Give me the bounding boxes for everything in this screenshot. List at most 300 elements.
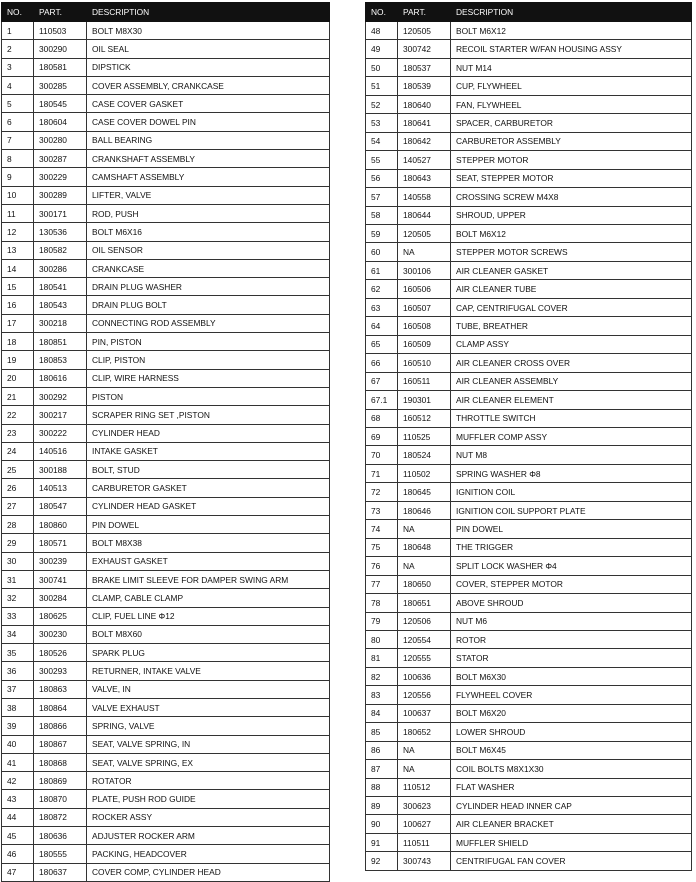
table-row xyxy=(366,95,692,113)
cell-part: NA xyxy=(398,243,451,261)
cell-no: 84 xyxy=(366,704,398,722)
cell-description: SEAT, VALVE SPRING, EX xyxy=(87,753,330,771)
cell-part: NA xyxy=(398,741,451,759)
cell-no: 18 xyxy=(2,333,34,351)
table-row xyxy=(366,520,692,538)
cell-description: BOLT, STUD xyxy=(87,461,330,479)
table-row xyxy=(366,77,692,95)
table-row xyxy=(2,186,330,204)
table-row xyxy=(2,259,330,277)
cell-part: 160507 xyxy=(398,298,451,316)
table-row xyxy=(366,667,692,685)
cell-description: AIR CLEANER TUBE xyxy=(451,280,692,298)
cell-part: 140558 xyxy=(398,188,451,206)
cell-no: 87 xyxy=(366,760,398,778)
cell-no: 14 xyxy=(2,259,34,277)
cell-no: 45 xyxy=(2,827,34,845)
cell-part: 300222 xyxy=(34,424,87,442)
cell-part: 110511 xyxy=(398,833,451,851)
cell-part: 180571 xyxy=(34,534,87,552)
cell-no: 7 xyxy=(2,131,34,149)
cell-description: MUFFLER SHIELD xyxy=(451,833,692,851)
cell-no: 25 xyxy=(2,461,34,479)
cell-no: 86 xyxy=(366,741,398,759)
cell-part: 300217 xyxy=(34,406,87,424)
cell-no: 16 xyxy=(2,296,34,314)
cell-no: 91 xyxy=(366,833,398,851)
cell-part: NA xyxy=(398,520,451,538)
table-row xyxy=(366,22,692,40)
cell-description: ROCKER ASSY xyxy=(87,808,330,826)
cell-no: 77 xyxy=(366,575,398,593)
cell-description: ABOVE SHROUD xyxy=(451,594,692,612)
cell-part: 180864 xyxy=(34,698,87,716)
cell-no: 64 xyxy=(366,317,398,335)
cell-no: 63 xyxy=(366,298,398,316)
parts-table-right xyxy=(365,2,692,871)
cell-part: 180646 xyxy=(398,501,451,519)
cell-no: 54 xyxy=(366,132,398,150)
cell-no: 5 xyxy=(2,95,34,113)
table-row xyxy=(2,552,330,570)
table-row xyxy=(366,852,692,870)
table-row xyxy=(366,261,692,279)
parts-table-left xyxy=(1,2,330,882)
table-row xyxy=(366,391,692,409)
cell-no: 41 xyxy=(2,753,34,771)
table-row xyxy=(2,607,330,625)
cell-part: 180872 xyxy=(34,808,87,826)
cell-no: 85 xyxy=(366,723,398,741)
table-row xyxy=(2,204,330,222)
cell-no: 60 xyxy=(366,243,398,261)
cell-part: 100627 xyxy=(398,815,451,833)
cell-description: ROTOR xyxy=(451,630,692,648)
cell-description: DRAIN PLUG WASHER xyxy=(87,278,330,296)
cell-no: 13 xyxy=(2,241,34,259)
table-row xyxy=(366,298,692,316)
cell-no: 38 xyxy=(2,698,34,716)
table-row xyxy=(2,333,330,351)
cell-no: 89 xyxy=(366,797,398,815)
cell-part: 180643 xyxy=(398,169,451,187)
cell-description: STEPPER MOTOR SCREWS xyxy=(451,243,692,261)
table-row xyxy=(2,442,330,460)
cell-description: DIPSTICK xyxy=(87,58,330,76)
cell-no: 79 xyxy=(366,612,398,630)
cell-description: CASE COVER GASKET xyxy=(87,95,330,113)
cell-no: 81 xyxy=(366,649,398,667)
cell-part: 140513 xyxy=(34,479,87,497)
header-part: PART. xyxy=(34,3,87,22)
cell-description: COVER COMP, CYLINDER HEAD xyxy=(87,863,330,881)
table-row xyxy=(2,314,330,332)
cell-description: FAN, FLYWHEEL xyxy=(451,95,692,113)
cell-description: CLIP, FUEL LINE Φ12 xyxy=(87,607,330,625)
table-row xyxy=(2,278,330,296)
cell-part: 300290 xyxy=(34,40,87,58)
table-header-row xyxy=(366,3,692,22)
cell-description: CROSSING SCREW M4X8 xyxy=(451,188,692,206)
cell-no: 8 xyxy=(2,150,34,168)
cell-part: 180641 xyxy=(398,114,451,132)
cell-part: 160512 xyxy=(398,409,451,427)
cell-part: 180625 xyxy=(34,607,87,625)
cell-no: 17 xyxy=(2,314,34,332)
cell-no: 72 xyxy=(366,483,398,501)
table-row xyxy=(2,424,330,442)
cell-no: 42 xyxy=(2,772,34,790)
cell-no: 35 xyxy=(2,644,34,662)
cell-description: OIL SEAL xyxy=(87,40,330,58)
header-no: NO. xyxy=(366,3,398,22)
cell-no: 3 xyxy=(2,58,34,76)
cell-part: NA xyxy=(398,760,451,778)
cell-description: SPACER, CARBURETOR xyxy=(451,114,692,132)
cell-part: 110503 xyxy=(34,22,87,40)
cell-description: CYLINDER HEAD xyxy=(87,424,330,442)
cell-description: CARBURETOR GASKET xyxy=(87,479,330,497)
cell-no: 37 xyxy=(2,680,34,698)
table-row xyxy=(366,317,692,335)
cell-no: 82 xyxy=(366,667,398,685)
cell-no: 52 xyxy=(366,95,398,113)
cell-no: 65 xyxy=(366,335,398,353)
cell-part: 300229 xyxy=(34,168,87,186)
cell-no: 39 xyxy=(2,717,34,735)
cell-description: PIN, PISTON xyxy=(87,333,330,351)
cell-no: 43 xyxy=(2,790,34,808)
cell-no: 21 xyxy=(2,387,34,405)
table-row xyxy=(2,369,330,387)
table-row xyxy=(2,479,330,497)
table-row xyxy=(366,575,692,593)
cell-description: RECOIL STARTER W/FAN HOUSING ASSY xyxy=(451,40,692,58)
table-row xyxy=(2,735,330,753)
cell-part: 110525 xyxy=(398,427,451,445)
cell-description: CARBURETOR ASSEMBLY xyxy=(451,132,692,150)
table-row xyxy=(366,833,692,851)
cell-part: 180868 xyxy=(34,753,87,771)
table-row xyxy=(366,815,692,833)
cell-no: 23 xyxy=(2,424,34,442)
cell-description: OIL SENSOR xyxy=(87,241,330,259)
cell-description: PIN DOWEL xyxy=(451,520,692,538)
cell-description: AIR CLEANER BRACKET xyxy=(451,815,692,833)
cell-part: 160508 xyxy=(398,317,451,335)
cell-description: BRAKE LIMIT SLEEVE FOR DAMPER SWING ARM xyxy=(87,570,330,588)
table-row xyxy=(366,464,692,482)
cell-part: 300743 xyxy=(398,852,451,870)
cell-no: 32 xyxy=(2,589,34,607)
cell-no: 24 xyxy=(2,442,34,460)
cell-part: 120556 xyxy=(398,686,451,704)
cell-no: 47 xyxy=(2,863,34,881)
table-row xyxy=(366,723,692,741)
table-row xyxy=(2,845,330,863)
cell-part: 180526 xyxy=(34,644,87,662)
header-part: PART. xyxy=(398,3,451,22)
cell-no: 88 xyxy=(366,778,398,796)
cell-description: NUT M8 xyxy=(451,446,692,464)
cell-description: COIL BOLTS M8X1X30 xyxy=(451,760,692,778)
cell-description: CENTRIFUGAL FAN COVER xyxy=(451,852,692,870)
table-row xyxy=(366,778,692,796)
cell-description: PIN DOWEL xyxy=(87,516,330,534)
cell-no: 75 xyxy=(366,538,398,556)
cell-part: 110512 xyxy=(398,778,451,796)
cell-no: 1 xyxy=(2,22,34,40)
cell-no: 29 xyxy=(2,534,34,552)
cell-no: 74 xyxy=(366,520,398,538)
cell-description: BOLT M6X45 xyxy=(451,741,692,759)
cell-part: 300284 xyxy=(34,589,87,607)
cell-part: 140516 xyxy=(34,442,87,460)
cell-description: CLAMP, CABLE CLAMP xyxy=(87,589,330,607)
table-row xyxy=(2,680,330,698)
cell-part: 300293 xyxy=(34,662,87,680)
table-row xyxy=(2,22,330,40)
cell-part: 300287 xyxy=(34,150,87,168)
table-row xyxy=(366,132,692,150)
cell-description: MUFFLER COMP ASSY xyxy=(451,427,692,445)
table-row xyxy=(366,40,692,58)
table-row xyxy=(2,644,330,662)
cell-description: AIR CLEANER ELEMENT xyxy=(451,391,692,409)
cell-description: BOLT M6X12 xyxy=(451,224,692,242)
cell-no: 92 xyxy=(366,852,398,870)
cell-no: 66 xyxy=(366,354,398,372)
table-row xyxy=(366,169,692,187)
cell-description: BOLT M6X16 xyxy=(87,223,330,241)
cell-description: NUT M14 xyxy=(451,58,692,76)
table-row xyxy=(2,717,330,735)
cell-description: INTAKE GASKET xyxy=(87,442,330,460)
table-row xyxy=(2,95,330,113)
cell-no: 59 xyxy=(366,224,398,242)
table-row xyxy=(2,827,330,845)
cell-description: CLAMP ASSY xyxy=(451,335,692,353)
cell-description: AIR CLEANER ASSEMBLY xyxy=(451,372,692,390)
cell-no: 34 xyxy=(2,625,34,643)
table-row xyxy=(366,797,692,815)
cell-no: 61 xyxy=(366,261,398,279)
table-row xyxy=(366,206,692,224)
cell-description: CLIP, WIRE HARNESS xyxy=(87,369,330,387)
cell-description: CASE COVER DOWEL PIN xyxy=(87,113,330,131)
cell-description: SPARK PLUG xyxy=(87,644,330,662)
table-row xyxy=(366,354,692,372)
cell-description: ROD, PUSH xyxy=(87,204,330,222)
cell-no: 9 xyxy=(2,168,34,186)
cell-description: SHROUD, UPPER xyxy=(451,206,692,224)
cell-no: 49 xyxy=(366,40,398,58)
cell-no: 50 xyxy=(366,58,398,76)
cell-description: BOLT M8X60 xyxy=(87,625,330,643)
cell-description: BOLT M6X30 xyxy=(451,667,692,685)
cell-part: 180867 xyxy=(34,735,87,753)
cell-no: 73 xyxy=(366,501,398,519)
cell-part: 180539 xyxy=(398,77,451,95)
header-description: DESCRIPTION xyxy=(87,3,330,22)
cell-part: 180524 xyxy=(398,446,451,464)
table-row xyxy=(2,497,330,515)
table-row xyxy=(2,351,330,369)
table-row xyxy=(2,58,330,76)
cell-no: 12 xyxy=(2,223,34,241)
cell-part: 180640 xyxy=(398,95,451,113)
table-row xyxy=(2,790,330,808)
table-row xyxy=(2,223,330,241)
cell-no: 19 xyxy=(2,351,34,369)
cell-no: 53 xyxy=(366,114,398,132)
cell-description: BOLT M8X30 xyxy=(87,22,330,40)
cell-part: 180537 xyxy=(398,58,451,76)
cell-part: 300239 xyxy=(34,552,87,570)
cell-description: ROTATOR xyxy=(87,772,330,790)
cell-part: 300289 xyxy=(34,186,87,204)
cell-description: TUBE, BREATHER xyxy=(451,317,692,335)
table-row xyxy=(2,387,330,405)
cell-part: 160506 xyxy=(398,280,451,298)
cell-no: 57 xyxy=(366,188,398,206)
table-row xyxy=(2,296,330,314)
cell-no: 67.1 xyxy=(366,391,398,409)
cell-description: BOLT M6X12 xyxy=(451,22,692,40)
cell-part: 180869 xyxy=(34,772,87,790)
cell-description: CAMSHAFT ASSEMBLY xyxy=(87,168,330,186)
cell-part: 120555 xyxy=(398,649,451,667)
cell-part: 300285 xyxy=(34,76,87,94)
table-row xyxy=(2,570,330,588)
cell-description: CLIP, PISTON xyxy=(87,351,330,369)
cell-no: 80 xyxy=(366,630,398,648)
cell-no: 58 xyxy=(366,206,398,224)
cell-part: 180642 xyxy=(398,132,451,150)
cell-no: 2 xyxy=(2,40,34,58)
table-header-row xyxy=(2,3,330,22)
cell-no: 10 xyxy=(2,186,34,204)
cell-description: VALVE EXHAUST xyxy=(87,698,330,716)
cell-part: 180604 xyxy=(34,113,87,131)
cell-description: CRANKSHAFT ASSEMBLY xyxy=(87,150,330,168)
cell-part: 300741 xyxy=(34,570,87,588)
cell-no: 44 xyxy=(2,808,34,826)
cell-description: IGNITION COIL xyxy=(451,483,692,501)
cell-description: COVER, STEPPER MOTOR xyxy=(451,575,692,593)
cell-part: 180543 xyxy=(34,296,87,314)
table-row xyxy=(2,534,330,552)
table-row xyxy=(366,501,692,519)
cell-description: SPLIT LOCK WASHER Φ4 xyxy=(451,557,692,575)
cell-part: 180636 xyxy=(34,827,87,845)
cell-part: 180853 xyxy=(34,351,87,369)
cell-no: 67 xyxy=(366,372,398,390)
cell-description: DRAIN PLUG BOLT xyxy=(87,296,330,314)
cell-part: 180555 xyxy=(34,845,87,863)
table-row xyxy=(366,224,692,242)
cell-description: CAP, CENTRIFUGAL COVER xyxy=(451,298,692,316)
table-row xyxy=(2,698,330,716)
cell-description: SPRING WASHER Φ8 xyxy=(451,464,692,482)
table-row xyxy=(2,406,330,424)
cell-part: 180644 xyxy=(398,206,451,224)
cell-part: 120505 xyxy=(398,224,451,242)
table-row xyxy=(366,151,692,169)
cell-description: IGNITION COIL SUPPORT PLATE xyxy=(451,501,692,519)
cell-description: LOWER SHROUD xyxy=(451,723,692,741)
cell-description: CYLINDER HEAD GASKET xyxy=(87,497,330,515)
table-row xyxy=(366,188,692,206)
cell-description: CYLINDER HEAD INNER CAP xyxy=(451,797,692,815)
cell-part: 180652 xyxy=(398,723,451,741)
cell-part: 180651 xyxy=(398,594,451,612)
cell-part: 180616 xyxy=(34,369,87,387)
cell-part: 100636 xyxy=(398,667,451,685)
table-row xyxy=(2,625,330,643)
cell-description: PISTON xyxy=(87,387,330,405)
cell-no: 22 xyxy=(2,406,34,424)
header-description: DESCRIPTION xyxy=(451,3,692,22)
table-row xyxy=(2,516,330,534)
table-row xyxy=(366,538,692,556)
cell-part: 300218 xyxy=(34,314,87,332)
table-row xyxy=(2,461,330,479)
cell-no: 68 xyxy=(366,409,398,427)
cell-part: 180866 xyxy=(34,717,87,735)
cell-no: 71 xyxy=(366,464,398,482)
cell-part: 120506 xyxy=(398,612,451,630)
cell-part: 300292 xyxy=(34,387,87,405)
cell-no: 11 xyxy=(2,204,34,222)
cell-description: SEAT, VALVE SPRING, IN xyxy=(87,735,330,753)
cell-no: 83 xyxy=(366,686,398,704)
cell-part: 180545 xyxy=(34,95,87,113)
table-row xyxy=(366,446,692,464)
table-row xyxy=(2,589,330,607)
cell-no: 30 xyxy=(2,552,34,570)
cell-part: 110502 xyxy=(398,464,451,482)
cell-description: CUP, FLYWHEEL xyxy=(451,77,692,95)
cell-description: COVER ASSEMBLY, CRANKCASE xyxy=(87,76,330,94)
cell-no: 40 xyxy=(2,735,34,753)
cell-part: 120554 xyxy=(398,630,451,648)
table-row xyxy=(366,409,692,427)
cell-no: 62 xyxy=(366,280,398,298)
cell-part: 180541 xyxy=(34,278,87,296)
cell-no: 78 xyxy=(366,594,398,612)
cell-description: STEPPER MOTOR xyxy=(451,151,692,169)
cell-description: THROTTLE SWITCH xyxy=(451,409,692,427)
table-row xyxy=(2,113,330,131)
cell-part: 180863 xyxy=(34,680,87,698)
cell-description: VALVE, IN xyxy=(87,680,330,698)
cell-part: 190301 xyxy=(398,391,451,409)
table-row xyxy=(366,760,692,778)
cell-part: 180547 xyxy=(34,497,87,515)
cell-no: 20 xyxy=(2,369,34,387)
table-row xyxy=(366,630,692,648)
cell-description: RETURNER, INTAKE VALVE xyxy=(87,662,330,680)
cell-part: NA xyxy=(398,557,451,575)
cell-no: 4 xyxy=(2,76,34,94)
table-row xyxy=(366,704,692,722)
cell-part: 180860 xyxy=(34,516,87,534)
cell-part: 130536 xyxy=(34,223,87,241)
cell-no: 15 xyxy=(2,278,34,296)
table-row xyxy=(2,753,330,771)
cell-part: 160511 xyxy=(398,372,451,390)
